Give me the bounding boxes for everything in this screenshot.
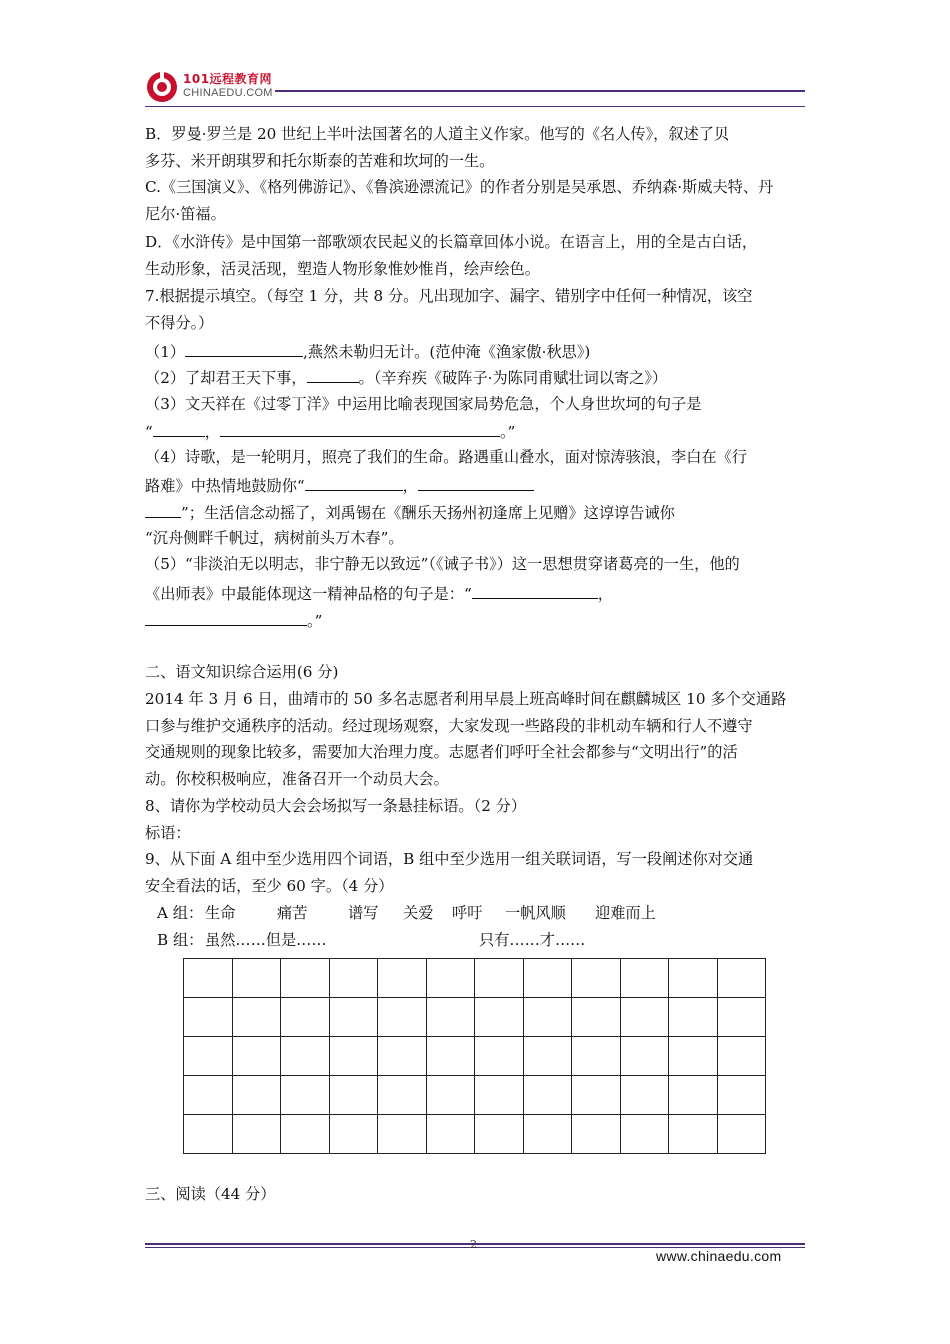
- group-a-word: 生命: [205, 904, 236, 922]
- grid-cell[interactable]: [572, 1076, 621, 1115]
- grid-cell[interactable]: [184, 998, 233, 1037]
- grid-cell[interactable]: [475, 1037, 524, 1076]
- group-a-word: 迎难而上: [595, 904, 656, 922]
- fill-item-4-line3: ”；生活信念动摇了，刘禹锡在《酬乐天扬州初逢席上见赠》这谆谆告诫你: [145, 501, 675, 523]
- grid-cell[interactable]: [621, 1076, 670, 1115]
- blank-1[interactable]: [185, 340, 303, 357]
- group-a-word: 痛苦: [277, 904, 308, 922]
- option-d-line1: D．《水浒传》是中国第一部歌颂农民起义的长篇章回体小说。在语言上，用的全是古白话，: [145, 233, 758, 251]
- logo-text-en: CHINAEDU.COM: [183, 87, 273, 99]
- question-9-line2: 安全看法的话，至少 60 字。（4 分）: [145, 877, 394, 895]
- group-a-word: 一帆风顺: [505, 904, 566, 922]
- grid-cell[interactable]: [184, 1037, 233, 1076]
- grid-cell[interactable]: [378, 1037, 427, 1076]
- grid-cell[interactable]: [281, 1076, 330, 1115]
- logo-text-cn: 101远程教育网: [183, 72, 273, 86]
- grid-cell[interactable]: [718, 1037, 767, 1076]
- grid-cell[interactable]: [718, 1115, 767, 1154]
- grid-cell[interactable]: [233, 998, 282, 1037]
- fill-item-5-line2: 《出师表》中最能体现这一精神品格的句子是：“ ，: [145, 582, 613, 604]
- grid-cell[interactable]: [621, 1037, 670, 1076]
- grid-cell[interactable]: [524, 1115, 573, 1154]
- grid-cell[interactable]: [621, 959, 670, 998]
- grid-cell[interactable]: [427, 1037, 476, 1076]
- question-9: 9、从下面 A 组中至少选用四个词语，B 组中至少选用一组关联词语，写一段阐述你对交通: [145, 850, 754, 868]
- grid-cell[interactable]: [281, 959, 330, 998]
- option-c-line2: 尼尔·笛福。: [145, 205, 226, 223]
- question-7-title: 7.根据提示填空。（每空 1 分，共 8 分。凡出现加字、漏字、错别字中任何一种情况，该空: [145, 287, 753, 305]
- section-3-heading: 三、阅读（44 分）: [145, 1185, 276, 1203]
- grid-cell[interactable]: [572, 959, 621, 998]
- option-b-line1: B．罗曼·罗兰是 20 世纪上半叶法国著名的人道主义作家。他写的《名人传》，叙述了贝: [145, 125, 730, 143]
- fill-item-3-answer: “ ， 。”: [145, 420, 515, 442]
- blank-4a[interactable]: [305, 474, 403, 491]
- group-b-word: 只有……才……: [479, 931, 586, 949]
- header-rule-thin: [145, 106, 805, 107]
- slogan-label: 标语：: [145, 824, 191, 842]
- grid-cell[interactable]: [184, 1076, 233, 1115]
- grid-cell[interactable]: [475, 998, 524, 1037]
- grid-cell[interactable]: [281, 1037, 330, 1076]
- grid-cell[interactable]: [184, 1115, 233, 1154]
- blank-4b[interactable]: [418, 474, 534, 491]
- grid-cell[interactable]: [184, 959, 233, 998]
- fill-item-3: （3）文天祥在《过零丁洋》中运用比喻表现国家局势危急，个人身世坎坷的句子是: [145, 395, 702, 413]
- question-8: 8、请你为学校动员大会会场拟写一条悬挂标语。（2 分）: [145, 797, 527, 815]
- blank-2[interactable]: [307, 366, 359, 383]
- fill-item-1: （1） ,燕然未勒归无计。(范仲淹《渔家傲·秋思》): [145, 340, 590, 362]
- passage-line2: 口参与维护交通秩序的活动。经过现场观察，大家发现一些路段的非机动车辆和行人不遵守: [145, 717, 753, 735]
- grid-cell[interactable]: [378, 998, 427, 1037]
- grid-cell[interactable]: [233, 1076, 282, 1115]
- grid-cell[interactable]: [233, 1037, 282, 1076]
- fill-item-2: （2）了却君王天下事， 。（辛弃疾《破阵子·为陈同甫赋壮词以寄之》）: [145, 366, 667, 388]
- grid-cell[interactable]: [378, 1076, 427, 1115]
- option-b-line2: 多芬、米开朗琪罗和托尔斯泰的苦难和坎坷的一生。: [145, 152, 495, 170]
- group-a-word: 谱写: [348, 904, 379, 922]
- grid-cell[interactable]: [669, 1037, 718, 1076]
- grid-cell[interactable]: [378, 1115, 427, 1154]
- blank-5b[interactable]: [145, 609, 307, 626]
- grid-cell[interactable]: [572, 998, 621, 1037]
- blank-3b[interactable]: [220, 420, 500, 437]
- passage-line1: 2014 年 3 月 6 日，曲靖市的 50 多名志愿者利用早晨上班高峰时间在麒麟城区 10 多个交通路: [145, 690, 787, 708]
- grid-cell[interactable]: [330, 1115, 379, 1154]
- grid-cell[interactable]: [233, 1115, 282, 1154]
- blank-3a[interactable]: [153, 420, 205, 437]
- grid-cell[interactable]: [378, 959, 427, 998]
- blank-5a[interactable]: [472, 582, 598, 599]
- grid-cell[interactable]: [669, 998, 718, 1037]
- grid-cell[interactable]: [427, 998, 476, 1037]
- grid-cell[interactable]: [718, 1076, 767, 1115]
- grid-cell[interactable]: [330, 1037, 379, 1076]
- writing-grid[interactable]: [183, 958, 766, 1154]
- grid-cell[interactable]: [621, 1115, 670, 1154]
- question-7-note: 不得分。）: [145, 314, 214, 332]
- grid-cell[interactable]: [330, 959, 379, 998]
- group-b-label: B 组：: [157, 931, 204, 949]
- grid-cell[interactable]: [427, 959, 476, 998]
- option-c-line1: C.《三国演义》、《格列佛游记》、《鲁滨逊漂流记》的作者分别是吴承恩、乔纳森·斯威夫特、丹: [145, 178, 774, 196]
- group-b-word: 虽然……但是……: [205, 931, 327, 949]
- passage-line3: 交通规则的现象比较多，需要加大治理力度。志愿者们呼吁全社会都参与“文明出行”的活: [145, 743, 738, 761]
- header-rule: [275, 90, 805, 92]
- section-2-heading: 二、语文知识综合运用(6 分): [145, 663, 339, 681]
- option-d-line2: 生动形象，活灵活现，塑造人物形象惟妙惟肖，绘声绘色。: [145, 260, 540, 278]
- grid-cell[interactable]: [669, 959, 718, 998]
- grid-cell[interactable]: [621, 998, 670, 1037]
- grid-cell[interactable]: [475, 1076, 524, 1115]
- grid-cell[interactable]: [669, 1076, 718, 1115]
- grid-cell[interactable]: [572, 1115, 621, 1154]
- blank-4c[interactable]: [145, 501, 181, 518]
- fill-item-4-line2: 路难》中热情地鼓励你“ ，: [145, 474, 534, 496]
- fill-item-5: （5）“非淡泊无以明志，非宁静无以致远”（《诫子书》）这一思想贯穿诸葛亮的一生，他的: [145, 555, 740, 573]
- page-number: 2: [470, 1238, 477, 1251]
- grid-cell[interactable]: [669, 1115, 718, 1154]
- grid-cell[interactable]: [281, 1115, 330, 1154]
- grid-cell[interactable]: [427, 1115, 476, 1154]
- grid-cell[interactable]: [233, 959, 282, 998]
- grid-cell[interactable]: [718, 998, 767, 1037]
- logo-icon: [145, 70, 179, 104]
- grid-cell[interactable]: [524, 1076, 573, 1115]
- grid-cell[interactable]: [524, 998, 573, 1037]
- passage-line4: 动。你校积极响应，准备召开一个动员大会。: [145, 770, 449, 788]
- fill-item-4: （4）诗歌，是一轮明月，照亮了我们的生命。路遇重山叠水，面对惊涛骇浪，李白在《行: [145, 448, 747, 466]
- grid-cell[interactable]: [572, 1037, 621, 1076]
- grid-cell[interactable]: [718, 959, 767, 998]
- group-a-word: 呼吁: [452, 904, 483, 922]
- grid-cell[interactable]: [475, 1115, 524, 1154]
- grid-cell[interactable]: [427, 1076, 476, 1115]
- footer-url[interactable]: www.chinaedu.com: [656, 1248, 782, 1264]
- grid-cell[interactable]: [281, 998, 330, 1037]
- grid-cell[interactable]: [524, 959, 573, 998]
- fill-item-4-line4: “沉舟侧畔千帆过，病树前头万木春”。: [145, 529, 404, 547]
- fill-item-5-line3: 。”: [145, 609, 322, 631]
- group-a-word: 关爱: [403, 904, 434, 922]
- grid-cell[interactable]: [475, 959, 524, 998]
- group-a-label: A 组：: [157, 904, 204, 922]
- grid-cell[interactable]: [330, 1076, 379, 1115]
- grid-cell[interactable]: [524, 1037, 573, 1076]
- grid-cell[interactable]: [330, 998, 379, 1037]
